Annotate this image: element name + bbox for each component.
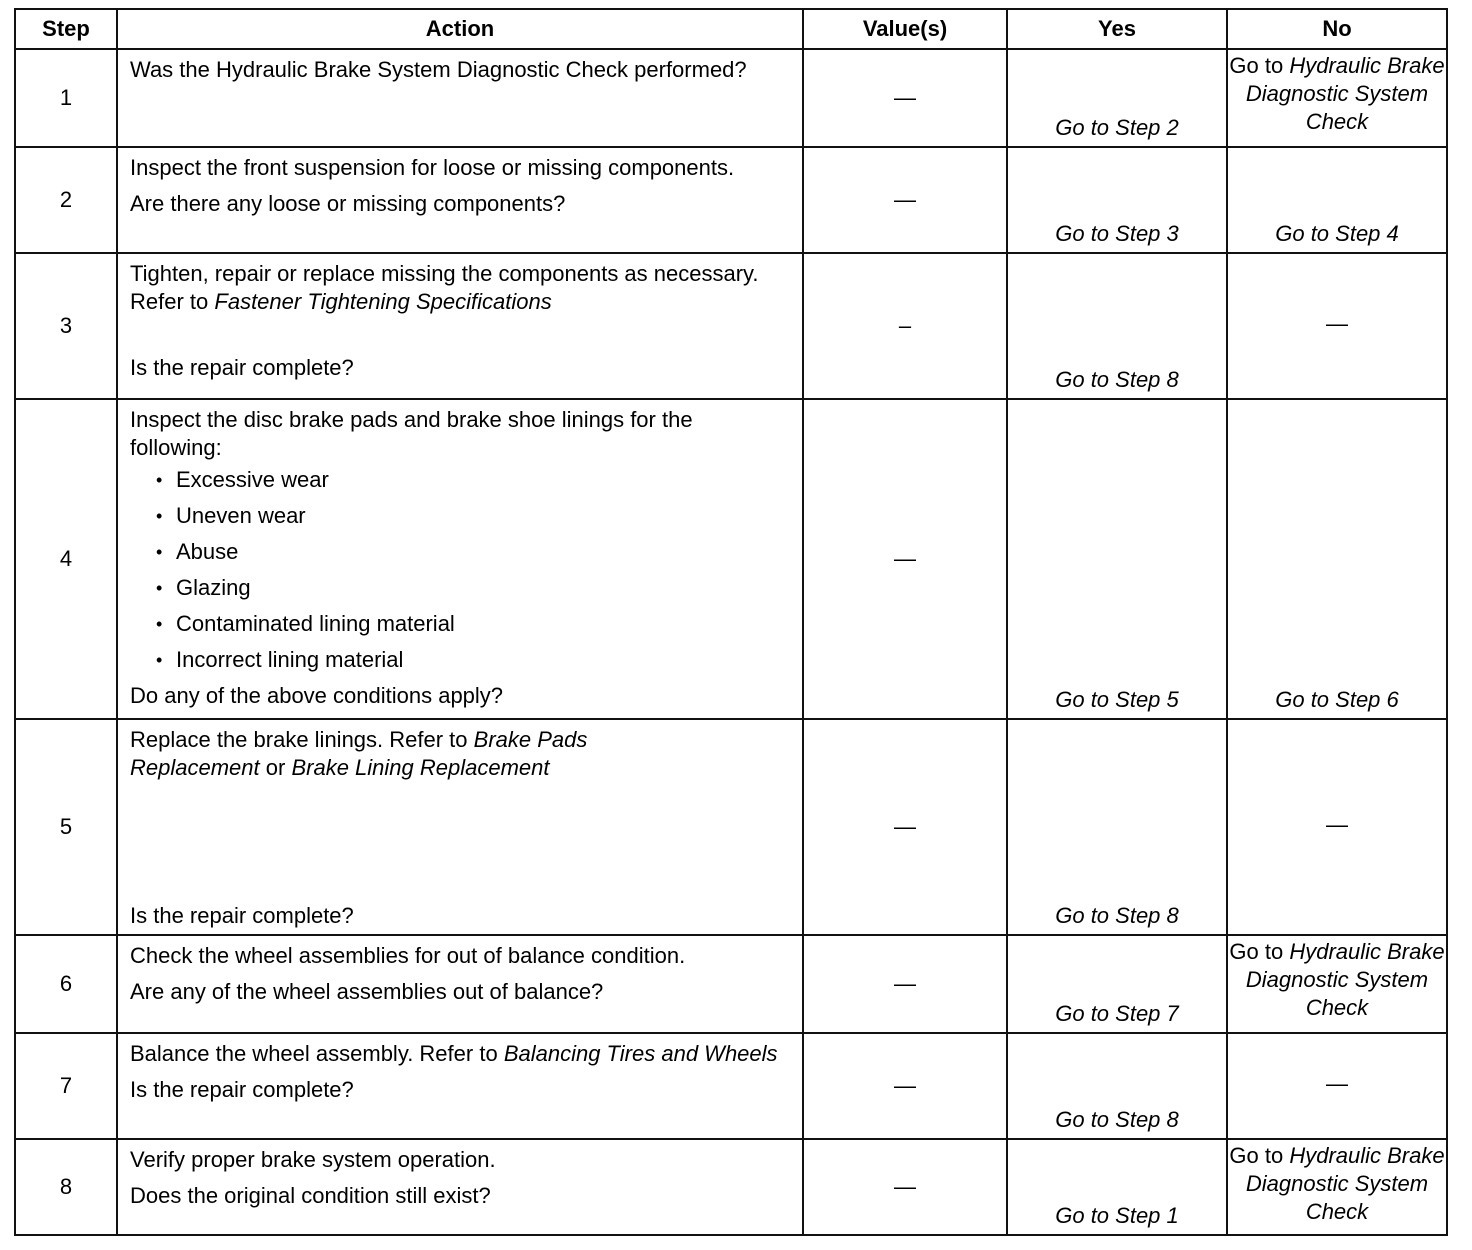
step-number: 2 [15, 147, 117, 253]
action-question: Is the repair complete? [130, 355, 354, 380]
action-cell [117, 1033, 803, 1139]
value-cell: — [803, 49, 1007, 147]
value-cell: – [803, 253, 1007, 399]
value-cell: — [803, 935, 1007, 1033]
action-question: Is the repair complete? [130, 1077, 354, 1102]
header-values: Value(s) [803, 9, 1007, 49]
value-cell: — [803, 399, 1007, 719]
value-cell: — [803, 1033, 1007, 1139]
condition-list [130, 466, 790, 674]
value-cell: — [803, 719, 1007, 935]
action-text: Was the Hydraulic Brake System Diagnostic Check performed? [130, 57, 747, 82]
yes-cell: Go to Step 7 [1007, 935, 1227, 1033]
header-step: Step [15, 9, 117, 49]
action-text-plain: or [265, 755, 286, 780]
no-cell: — [1227, 1033, 1447, 1139]
value-cell: — [803, 1139, 1007, 1235]
table-row [15, 147, 1447, 253]
action-text [130, 726, 690, 782]
action-question: Are there any loose or missing components? [130, 191, 566, 216]
action-text [130, 260, 790, 316]
table-row [15, 1033, 1447, 1139]
action-text-plain: Balance the wheel assembly. Refer to [130, 1041, 498, 1066]
header-no: No [1227, 9, 1447, 49]
reference-link: Brake Pads Replacement [130, 727, 588, 780]
action-text: Inspect the disc brake pads and brake shoe linings for the following: [130, 407, 693, 460]
diagnostic-table [14, 8, 1448, 1236]
no-cell [1227, 49, 1447, 147]
list-item: • Uneven wear [176, 502, 790, 530]
no-link: Hydraulic Brake Diagnostic System Check [1245, 939, 1445, 1020]
no-prefix: Go to [1229, 1143, 1284, 1168]
header-action: Action [117, 9, 803, 49]
table-row [15, 1139, 1447, 1235]
reference-link: Balancing Tires and Wheels [503, 1041, 778, 1066]
no-cell: — [1227, 253, 1447, 399]
action-cell [117, 1139, 803, 1235]
action-question: Are any of the wheel assemblies out of balance? [130, 979, 604, 1004]
action-cell [117, 49, 803, 147]
no-prefix: Go to [1229, 53, 1284, 78]
list-item: • Contaminated lining material [176, 610, 790, 638]
list-item: • Excessive wear [176, 466, 790, 494]
action-question: Do any of the above conditions apply? [130, 683, 504, 708]
step-number: 6 [15, 935, 117, 1033]
value-cell: — [803, 147, 1007, 253]
step-number: 5 [15, 719, 117, 935]
table-row [15, 719, 1447, 935]
action-question: Does the original condition still exist? [130, 1183, 491, 1208]
yes-cell: Go to Step 1 [1007, 1139, 1227, 1235]
list-item: • Abuse [176, 538, 790, 566]
action-text: Verify proper brake system operation. [130, 1147, 496, 1172]
yes-cell: Go to Step 5 [1007, 399, 1227, 719]
action-text-plain: Tighten, repair or replace missing the components as necessary. Refer to [130, 261, 759, 314]
no-cell [1227, 935, 1447, 1033]
action-question: Is the repair complete? [130, 903, 354, 928]
action-text [130, 1040, 790, 1068]
no-link: Hydraulic Brake Diagnostic System Check [1245, 1143, 1445, 1224]
action-cell [117, 253, 803, 399]
table-row [15, 399, 1447, 719]
action-cell [117, 399, 803, 719]
action-text: Check the wheel assemblies for out of balance condition. [130, 943, 686, 968]
step-number: 4 [15, 399, 117, 719]
no-link: Hydraulic Brake Diagnostic System Check [1245, 53, 1445, 134]
reference-link: Brake Lining Replacement [291, 755, 550, 780]
step-number: 8 [15, 1139, 117, 1235]
diagnostic-table-container [14, 8, 1446, 1228]
list-item: • Incorrect lining material [176, 646, 790, 674]
header-yes: Yes [1007, 9, 1227, 49]
no-cell [1227, 1139, 1447, 1235]
yes-cell: Go to Step 2 [1007, 49, 1227, 147]
no-cell: Go to Step 6 [1227, 399, 1447, 719]
reference-link: Fastener Tightening Specifications [214, 289, 552, 314]
yes-cell: Go to Step 8 [1007, 253, 1227, 399]
action-cell [117, 719, 803, 935]
no-prefix: Go to [1229, 939, 1284, 964]
action-text: Inspect the front suspension for loose or missing components. [130, 155, 735, 180]
action-cell [117, 935, 803, 1033]
step-number: 1 [15, 49, 117, 147]
yes-cell: Go to Step 8 [1007, 1033, 1227, 1139]
yes-cell: Go to Step 8 [1007, 719, 1227, 935]
table-row [15, 49, 1447, 147]
step-number: 7 [15, 1033, 117, 1139]
action-text-plain: Replace the brake linings. Refer to [130, 727, 468, 752]
yes-cell: Go to Step 3 [1007, 147, 1227, 253]
header-row [15, 9, 1447, 49]
table-row [15, 253, 1447, 399]
table-row [15, 935, 1447, 1033]
action-cell [117, 147, 803, 253]
step-number: 3 [15, 253, 117, 399]
no-cell: Go to Step 4 [1227, 147, 1447, 253]
list-item: • Glazing [176, 574, 790, 602]
no-cell: — [1227, 719, 1447, 935]
